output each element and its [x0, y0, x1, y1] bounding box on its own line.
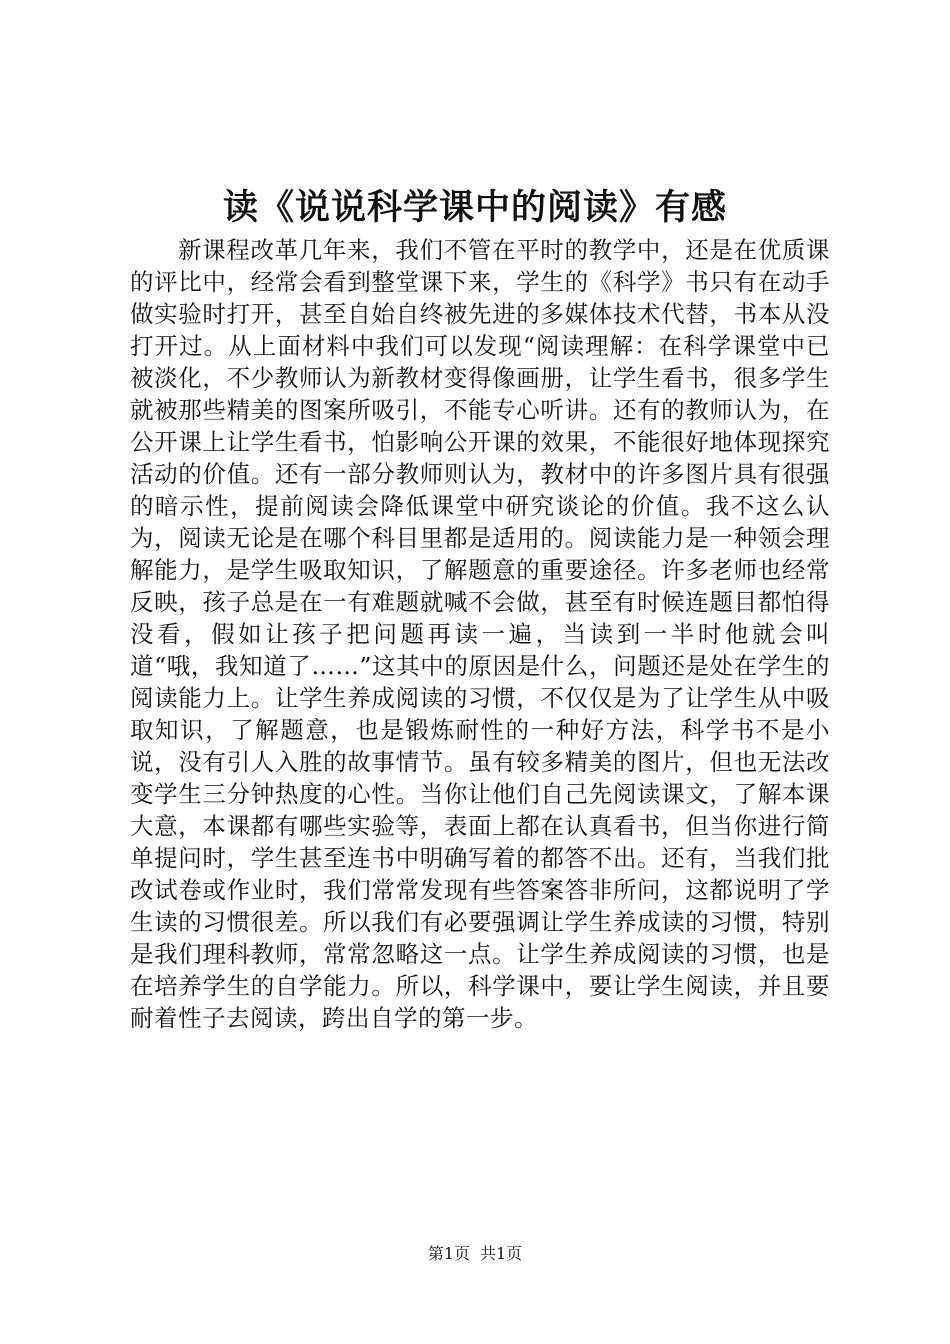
- body-paragraph: 新课程改革几年来，我们不管在平时的教学中，还是在优质课的评比中，经常会看到整堂课下来，学生的《科学》书只有在动手做实验时打开，甚至自始自终被先进的多媒体技术代替，书本从没打开过。从上面材料中我们可以发现“阅读理解：在科学课堂中已被淡化，不少教师认为新教材变得像画册，让学生看书，很多学生就被那些精美的图案所吸引，不能专心听讲。还有的教师认为，在公开课上让学生看书，怕影响公开课的效果，不能很好地体现探究活动的价值。还有一部分教师则认为，教材中的许多图片具有很强的暗示性，提前阅读会降低课堂中研究谈论的价值。我不这么认为，阅读无论是在哪个科目里都是适用的。阅读能力是一种领会理解能力，是学生吸取知识，了解题意的重要途径。许多老师也经常反映，孩子总是在一有难题就喊不会做，甚至有时候连题目都怕得没看，假如让孩子把问题再读一遍，当读到一半时他就会叫道“哦，我知道了……”这其中的原因是什么，问题还是处在学生的阅读能力上。让学生养成阅读的习惯，不仅仅是为了让学生从中吸取知识，了解题意，也是锻炼耐性的一种好方法，科学书不是小说，没有引人入胜的故事情节。虽有较多精美的图片，但也无法改变学生三分钟热度的心性。当你让他们自己先阅读课文，了解本课大意，本课都有哪些实验等，表面上都在认真看书，但当你进行简单提问时，学生甚至连书中明确写着的都答不出。还有，当我们批改试卷或作业时，我们常常发现有些答案答非所问，这都说明了学生读的习惯很差。所以我们有必要强调让学生养成读的习惯，特别是我们理科教师，常常忽略这一点。让学生养成阅读的习惯，也是在培养学生的自学能力。所以，科学课中，要让学生阅读，并且要耐着性子去阅读，跨出自学的第一步。: [130, 236, 830, 1032]
- page-number: 第1页: [427, 1244, 470, 1263]
- page-footer: [0, 1242, 950, 1266]
- document-title: 读《说说科学课中的阅读》有感: [222, 187, 727, 228]
- page-total: 共1页: [480, 1244, 523, 1263]
